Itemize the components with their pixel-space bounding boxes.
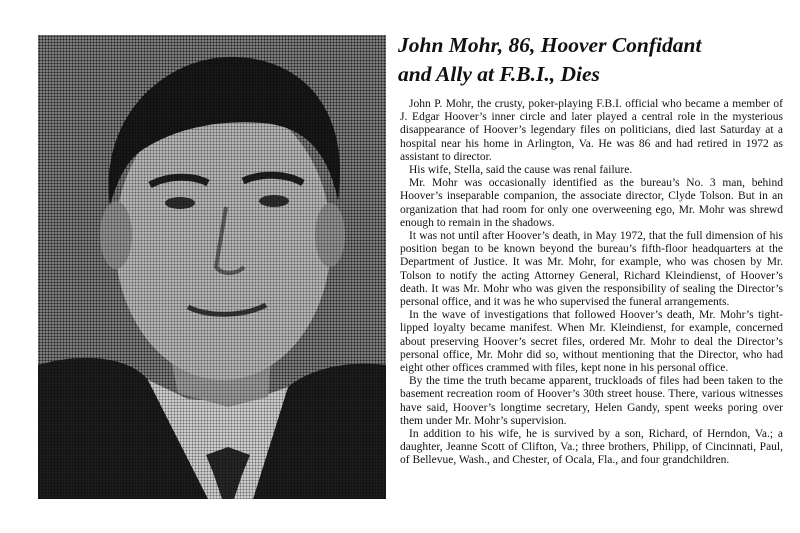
halftone-overlay	[38, 35, 386, 499]
article-headline	[398, 31, 783, 89]
headline-line-1: John Mohr, 86, Hoover Confidant	[398, 33, 702, 57]
headline-line-2: and Ally at F.B.I., Dies	[398, 62, 600, 86]
article-paragraph: It was not until after Hoover’s death, in May 1972, that the full dimension of his position began to be known beyond the bureau’s fifth-floor headquarters at the Department of Justice. It was Mr. Mohr, for example, who was chosen by Mr. Tolson to notify the acting Attorney General, Richard Kleindienst, of Hoover’s death. It was Mr. Mohr who was given the responsibility of sealing the Director’s personal office, and it was he who supervised the funeral arrangements.	[400, 230, 783, 309]
article-paragraph: In addition to his wife, he is survived by a son, Richard, of Herndon, Va.; a daughter, Jeanne Scott of Clifton, Va.; three brothers, Philipp, of Cincinnati, Paul, of Bellevue, Wash., and Chester, of Ocala, Fla., and four grandchildren.	[400, 428, 783, 467]
article-paragraph: His wife, Stella, said the cause was renal failure.	[409, 164, 633, 177]
portrait-photo	[38, 35, 386, 499]
article-body	[400, 98, 783, 468]
portrait-illustration	[38, 35, 386, 499]
article-paragraph: By the time the truth became apparent, truckloads of files had been taken to the basement recreation room of Hoover’s 30th street house. There, various witnesses have said, Hoover’s longtime secretary, Helen Gandy, spent weeks poring over them under Mr. Mohr’s supervision.	[400, 375, 783, 427]
article-paragraph: Mr. Mohr was occasionally identified as the bureau’s No. 3 man, behind Hoover’s inseparable companion, the associate director, Clyde Tolson. But in an organization that had room for only one overweening ego, Mr. Mohr was shrewd enough to remain in the shadows.	[400, 177, 783, 229]
article-paragraph: John P. Mohr, the crusty, poker-playing F.B.I. official who became a member of J. Edgar Hoover’s inner circle and later played a central role in the mysterious disappearance of Hoover’s legendary files on politicians, died last Saturday at a hospital near his home in Arlington, Va. He was 86 and had retired in 1972 as assistant to director.	[400, 98, 783, 163]
article-paragraph: In the wave of investigations that followed Hoover’s death, Mr. Mohr’s tight-lipped loyalty became manifest. When Mr. Kleindienst, for example, concerned about preserving Hoover’s secret files, ordered Mr. Mohr to deal the Director’s personal office, Mr. Mohr did so, without mentioning that the Director, who had eight other offices crammed with files, kept none in his personal office.	[400, 309, 783, 375]
